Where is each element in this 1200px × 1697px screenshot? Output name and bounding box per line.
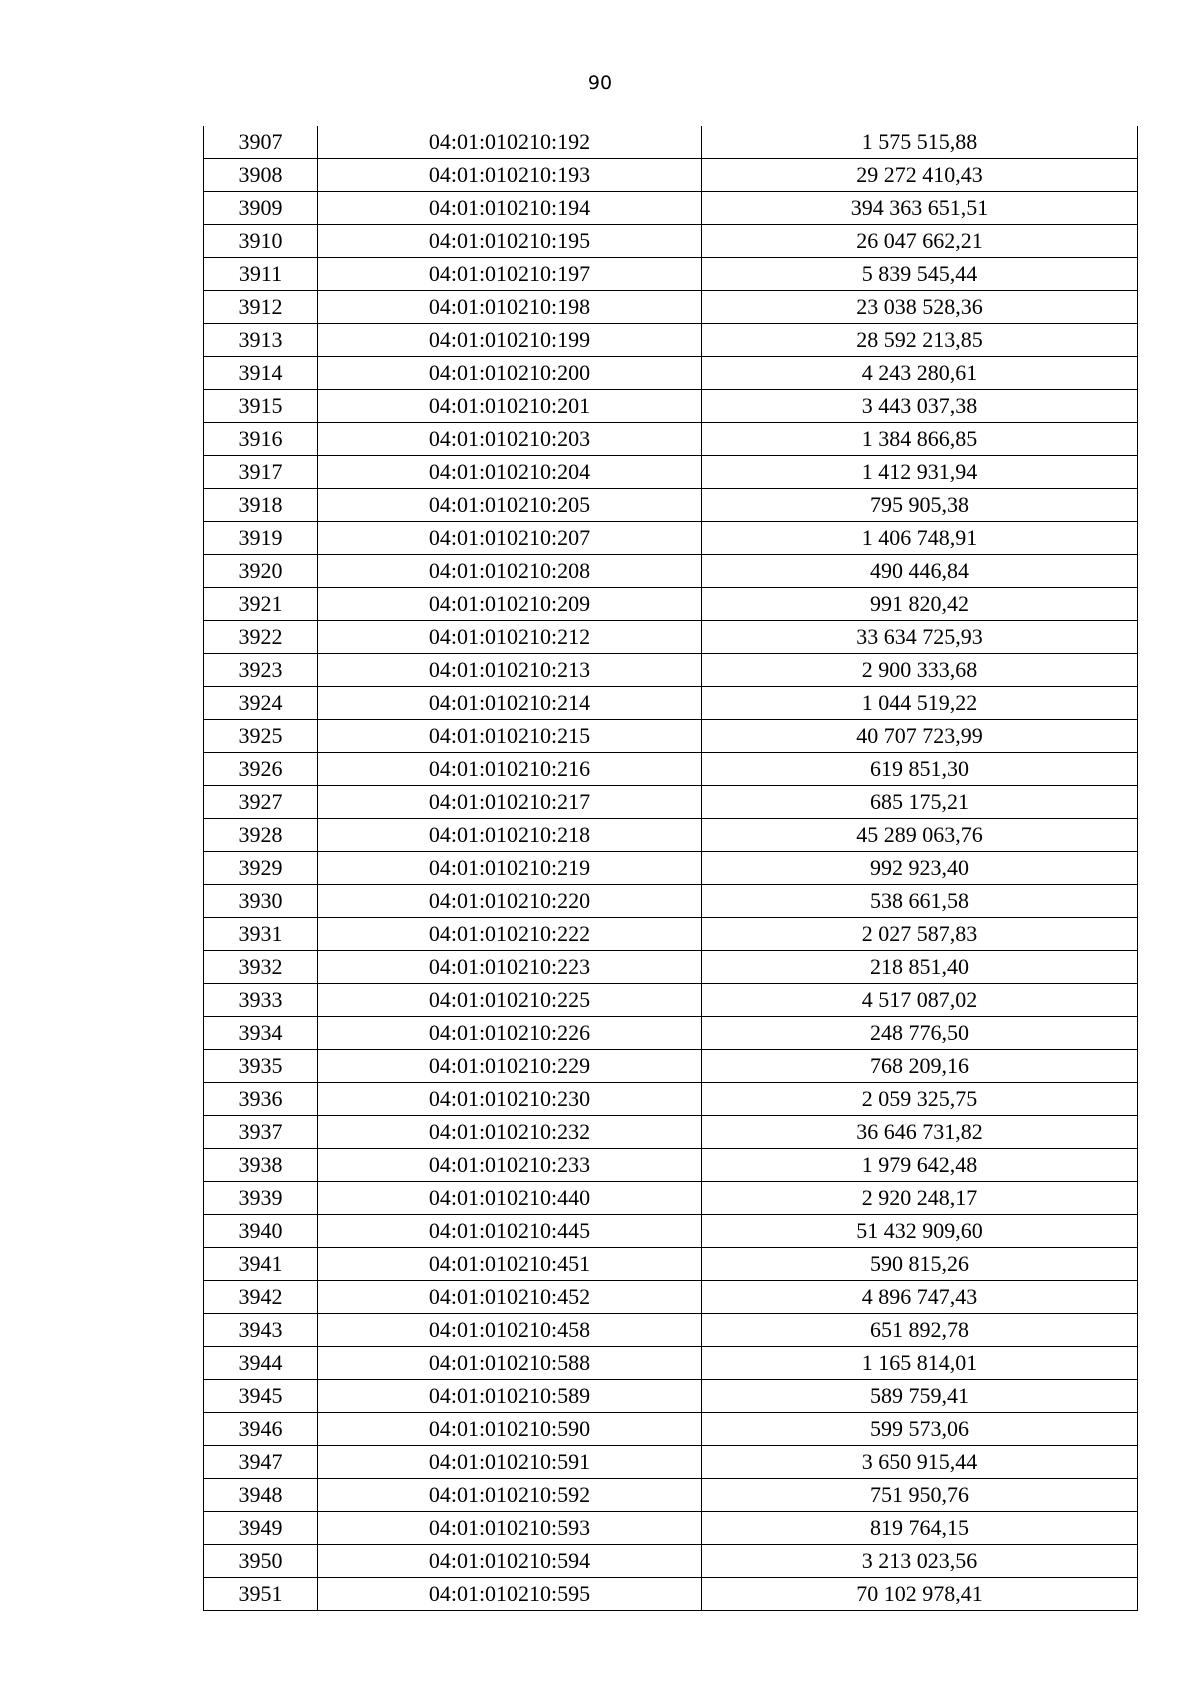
row-number-cell: 3951 xyxy=(204,1578,318,1611)
cadastral-value-cell: 538 661,58 xyxy=(702,885,1138,918)
cadastral-number-cell: 04:01:010210:452 xyxy=(318,1281,702,1314)
row-number-cell: 3945 xyxy=(204,1380,318,1413)
table-row xyxy=(204,192,1138,225)
row-number-cell: 3921 xyxy=(204,588,318,621)
row-number-cell: 3937 xyxy=(204,1116,318,1149)
cadastral-value-cell: 685 175,21 xyxy=(702,786,1138,819)
row-number-cell: 3923 xyxy=(204,654,318,687)
cadastral-number-cell: 04:01:010210:192 xyxy=(318,126,702,159)
table-row xyxy=(204,1545,1138,1578)
table-row xyxy=(204,1380,1138,1413)
cadastral-number-cell: 04:01:010210:230 xyxy=(318,1083,702,1116)
table-row xyxy=(204,258,1138,291)
cadastral-number-cell: 04:01:010210:200 xyxy=(318,357,702,390)
table-row xyxy=(204,1083,1138,1116)
table-row xyxy=(204,324,1138,357)
cadastral-value-table xyxy=(203,126,1138,1611)
row-number-cell: 3940 xyxy=(204,1215,318,1248)
cadastral-number-cell: 04:01:010210:209 xyxy=(318,588,702,621)
cadastral-value-cell: 394 363 651,51 xyxy=(702,192,1138,225)
table-row xyxy=(204,654,1138,687)
cadastral-number-cell: 04:01:010210:222 xyxy=(318,918,702,951)
cadastral-number-cell: 04:01:010210:207 xyxy=(318,522,702,555)
table-row xyxy=(204,1215,1138,1248)
row-number-cell: 3942 xyxy=(204,1281,318,1314)
cadastral-number-cell: 04:01:010210:229 xyxy=(318,1050,702,1083)
row-number-cell: 3926 xyxy=(204,753,318,786)
cadastral-value-cell: 2 900 333,68 xyxy=(702,654,1138,687)
cadastral-value-cell: 33 634 725,93 xyxy=(702,621,1138,654)
table-row xyxy=(204,1248,1138,1281)
cadastral-number-cell: 04:01:010210:218 xyxy=(318,819,702,852)
table-row xyxy=(204,852,1138,885)
cadastral-number-cell: 04:01:010210:223 xyxy=(318,951,702,984)
cadastral-value-cell: 992 923,40 xyxy=(702,852,1138,885)
cadastral-value-cell: 51 432 909,60 xyxy=(702,1215,1138,1248)
cadastral-value-cell: 36 646 731,82 xyxy=(702,1116,1138,1149)
cadastral-value-cell: 599 573,06 xyxy=(702,1413,1138,1446)
table-row xyxy=(204,1347,1138,1380)
cadastral-number-cell: 04:01:010210:451 xyxy=(318,1248,702,1281)
row-number-cell: 3931 xyxy=(204,918,318,951)
cadastral-value-cell: 248 776,50 xyxy=(702,1017,1138,1050)
cadastral-number-cell: 04:01:010210:194 xyxy=(318,192,702,225)
table-row xyxy=(204,522,1138,555)
cadastral-number-cell: 04:01:010210:588 xyxy=(318,1347,702,1380)
row-number-cell: 3910 xyxy=(204,225,318,258)
table-row xyxy=(204,1314,1138,1347)
table-row xyxy=(204,819,1138,852)
cadastral-number-cell: 04:01:010210:205 xyxy=(318,489,702,522)
cadastral-number-cell: 04:01:010210:445 xyxy=(318,1215,702,1248)
table-row xyxy=(204,720,1138,753)
row-number-cell: 3915 xyxy=(204,390,318,423)
row-number-cell: 3943 xyxy=(204,1314,318,1347)
row-number-cell: 3939 xyxy=(204,1182,318,1215)
table-row xyxy=(204,390,1138,423)
cadastral-number-cell: 04:01:010210:594 xyxy=(318,1545,702,1578)
cadastral-value-cell: 1 575 515,88 xyxy=(702,126,1138,159)
row-number-cell: 3911 xyxy=(204,258,318,291)
row-number-cell: 3918 xyxy=(204,489,318,522)
cadastral-value-cell: 45 289 063,76 xyxy=(702,819,1138,852)
table-row xyxy=(204,1281,1138,1314)
cadastral-number-cell: 04:01:010210:208 xyxy=(318,555,702,588)
row-number-cell: 3908 xyxy=(204,159,318,192)
row-number-cell: 3944 xyxy=(204,1347,318,1380)
cadastral-number-cell: 04:01:010210:195 xyxy=(318,225,702,258)
row-number-cell: 3936 xyxy=(204,1083,318,1116)
table-row xyxy=(204,951,1138,984)
cadastral-value-cell: 590 815,26 xyxy=(702,1248,1138,1281)
table-row xyxy=(204,918,1138,951)
row-number-cell: 3946 xyxy=(204,1413,318,1446)
cadastral-number-cell: 04:01:010210:225 xyxy=(318,984,702,1017)
table-row xyxy=(204,1413,1138,1446)
cadastral-value-cell: 26 047 662,21 xyxy=(702,225,1138,258)
cadastral-value-cell: 2 920 248,17 xyxy=(702,1182,1138,1215)
row-number-cell: 3941 xyxy=(204,1248,318,1281)
row-number-cell: 3935 xyxy=(204,1050,318,1083)
row-number-cell: 3920 xyxy=(204,555,318,588)
row-number-cell: 3924 xyxy=(204,687,318,720)
cadastral-value-cell: 40 707 723,99 xyxy=(702,720,1138,753)
cadastral-number-cell: 04:01:010210:591 xyxy=(318,1446,702,1479)
cadastral-value-cell: 28 592 213,85 xyxy=(702,324,1138,357)
table-row xyxy=(204,753,1138,786)
table-row xyxy=(204,1182,1138,1215)
table-row xyxy=(204,687,1138,720)
cadastral-number-cell: 04:01:010210:198 xyxy=(318,291,702,324)
cadastral-number-cell: 04:01:010210:197 xyxy=(318,258,702,291)
cadastral-value-cell: 991 820,42 xyxy=(702,588,1138,621)
cadastral-number-cell: 04:01:010210:217 xyxy=(318,786,702,819)
table-row xyxy=(204,1446,1138,1479)
table-body xyxy=(204,126,1138,1611)
cadastral-number-cell: 04:01:010210:212 xyxy=(318,621,702,654)
row-number-cell: 3950 xyxy=(204,1545,318,1578)
cadastral-number-cell: 04:01:010210:232 xyxy=(318,1116,702,1149)
cadastral-number-cell: 04:01:010210:193 xyxy=(318,159,702,192)
cadastral-value-cell: 1 165 814,01 xyxy=(702,1347,1138,1380)
row-number-cell: 3938 xyxy=(204,1149,318,1182)
row-number-cell: 3927 xyxy=(204,786,318,819)
cadastral-value-cell: 1 406 748,91 xyxy=(702,522,1138,555)
row-number-cell: 3928 xyxy=(204,819,318,852)
cadastral-value-cell: 4 243 280,61 xyxy=(702,357,1138,390)
row-number-cell: 3933 xyxy=(204,984,318,1017)
cadastral-number-cell: 04:01:010210:590 xyxy=(318,1413,702,1446)
table-row xyxy=(204,126,1138,159)
cadastral-value-cell: 1 044 519,22 xyxy=(702,687,1138,720)
cadastral-number-cell: 04:01:010210:204 xyxy=(318,456,702,489)
cadastral-value-cell: 3 443 037,38 xyxy=(702,390,1138,423)
table-row xyxy=(204,588,1138,621)
table-row xyxy=(204,1578,1138,1611)
row-number-cell: 3912 xyxy=(204,291,318,324)
cadastral-number-cell: 04:01:010210:592 xyxy=(318,1479,702,1512)
cadastral-number-cell: 04:01:010210:220 xyxy=(318,885,702,918)
cadastral-number-cell: 04:01:010210:203 xyxy=(318,423,702,456)
cadastral-number-cell: 04:01:010210:593 xyxy=(318,1512,702,1545)
row-number-cell: 3907 xyxy=(204,126,318,159)
cadastral-value-cell: 768 209,16 xyxy=(702,1050,1138,1083)
cadastral-value-cell: 651 892,78 xyxy=(702,1314,1138,1347)
table-row xyxy=(204,621,1138,654)
cadastral-value-cell: 1 384 866,85 xyxy=(702,423,1138,456)
table-row xyxy=(204,555,1138,588)
row-number-cell: 3913 xyxy=(204,324,318,357)
cadastral-value-cell: 4 517 087,02 xyxy=(702,984,1138,1017)
row-number-cell: 3947 xyxy=(204,1446,318,1479)
cadastral-value-cell: 1 412 931,94 xyxy=(702,456,1138,489)
table-row xyxy=(204,1017,1138,1050)
cadastral-value-cell: 3 213 023,56 xyxy=(702,1545,1138,1578)
row-number-cell: 3916 xyxy=(204,423,318,456)
cadastral-value-cell: 2 059 325,75 xyxy=(702,1083,1138,1116)
cadastral-number-cell: 04:01:010210:226 xyxy=(318,1017,702,1050)
row-number-cell: 3948 xyxy=(204,1479,318,1512)
cadastral-value-cell: 1 979 642,48 xyxy=(702,1149,1138,1182)
cadastral-number-cell: 04:01:010210:219 xyxy=(318,852,702,885)
table-row xyxy=(204,291,1138,324)
table-row xyxy=(204,1050,1138,1083)
cadastral-number-cell: 04:01:010210:233 xyxy=(318,1149,702,1182)
cadastral-value-cell: 490 446,84 xyxy=(702,555,1138,588)
table-row xyxy=(204,225,1138,258)
table-row xyxy=(204,1479,1138,1512)
row-number-cell: 3919 xyxy=(204,522,318,555)
cadastral-number-cell: 04:01:010210:213 xyxy=(318,654,702,687)
table-row xyxy=(204,885,1138,918)
cadastral-value-cell: 589 759,41 xyxy=(702,1380,1138,1413)
table-row xyxy=(204,423,1138,456)
page-number: 90 xyxy=(587,72,613,94)
cadastral-value-cell: 4 896 747,43 xyxy=(702,1281,1138,1314)
row-number-cell: 3917 xyxy=(204,456,318,489)
cadastral-number-cell: 04:01:010210:214 xyxy=(318,687,702,720)
table-row xyxy=(204,159,1138,192)
cadastral-value-cell: 23 038 528,36 xyxy=(702,291,1138,324)
row-number-cell: 3922 xyxy=(204,621,318,654)
cadastral-number-cell: 04:01:010210:589 xyxy=(318,1380,702,1413)
cadastral-number-cell: 04:01:010210:199 xyxy=(318,324,702,357)
cadastral-number-cell: 04:01:010210:215 xyxy=(318,720,702,753)
row-number-cell: 3909 xyxy=(204,192,318,225)
cadastral-number-cell: 04:01:010210:458 xyxy=(318,1314,702,1347)
row-number-cell: 3934 xyxy=(204,1017,318,1050)
table-row xyxy=(204,489,1138,522)
cadastral-value-cell: 5 839 545,44 xyxy=(702,258,1138,291)
table-row xyxy=(204,1512,1138,1545)
row-number-cell: 3914 xyxy=(204,357,318,390)
cadastral-value-cell: 795 905,38 xyxy=(702,489,1138,522)
row-number-cell: 3949 xyxy=(204,1512,318,1545)
table-row xyxy=(204,984,1138,1017)
cadastral-value-cell: 29 272 410,43 xyxy=(702,159,1138,192)
table-row xyxy=(204,456,1138,489)
row-number-cell: 3925 xyxy=(204,720,318,753)
cadastral-value-cell: 751 950,76 xyxy=(702,1479,1138,1512)
row-number-cell: 3930 xyxy=(204,885,318,918)
cadastral-value-cell: 70 102 978,41 xyxy=(702,1578,1138,1611)
cadastral-number-cell: 04:01:010210:595 xyxy=(318,1578,702,1611)
row-number-cell: 3932 xyxy=(204,951,318,984)
cadastral-number-cell: 04:01:010210:201 xyxy=(318,390,702,423)
table-row xyxy=(204,1116,1138,1149)
cadastral-value-cell: 819 764,15 xyxy=(702,1512,1138,1545)
row-number-cell: 3929 xyxy=(204,852,318,885)
cadastral-value-cell: 2 027 587,83 xyxy=(702,918,1138,951)
cadastral-number-cell: 04:01:010210:216 xyxy=(318,753,702,786)
cadastral-value-cell: 218 851,40 xyxy=(702,951,1138,984)
cadastral-number-cell: 04:01:010210:440 xyxy=(318,1182,702,1215)
cadastral-value-cell: 619 851,30 xyxy=(702,753,1138,786)
table-row xyxy=(204,786,1138,819)
cadastral-value-cell: 3 650 915,44 xyxy=(702,1446,1138,1479)
table-row xyxy=(204,1149,1138,1182)
table-row xyxy=(204,357,1138,390)
